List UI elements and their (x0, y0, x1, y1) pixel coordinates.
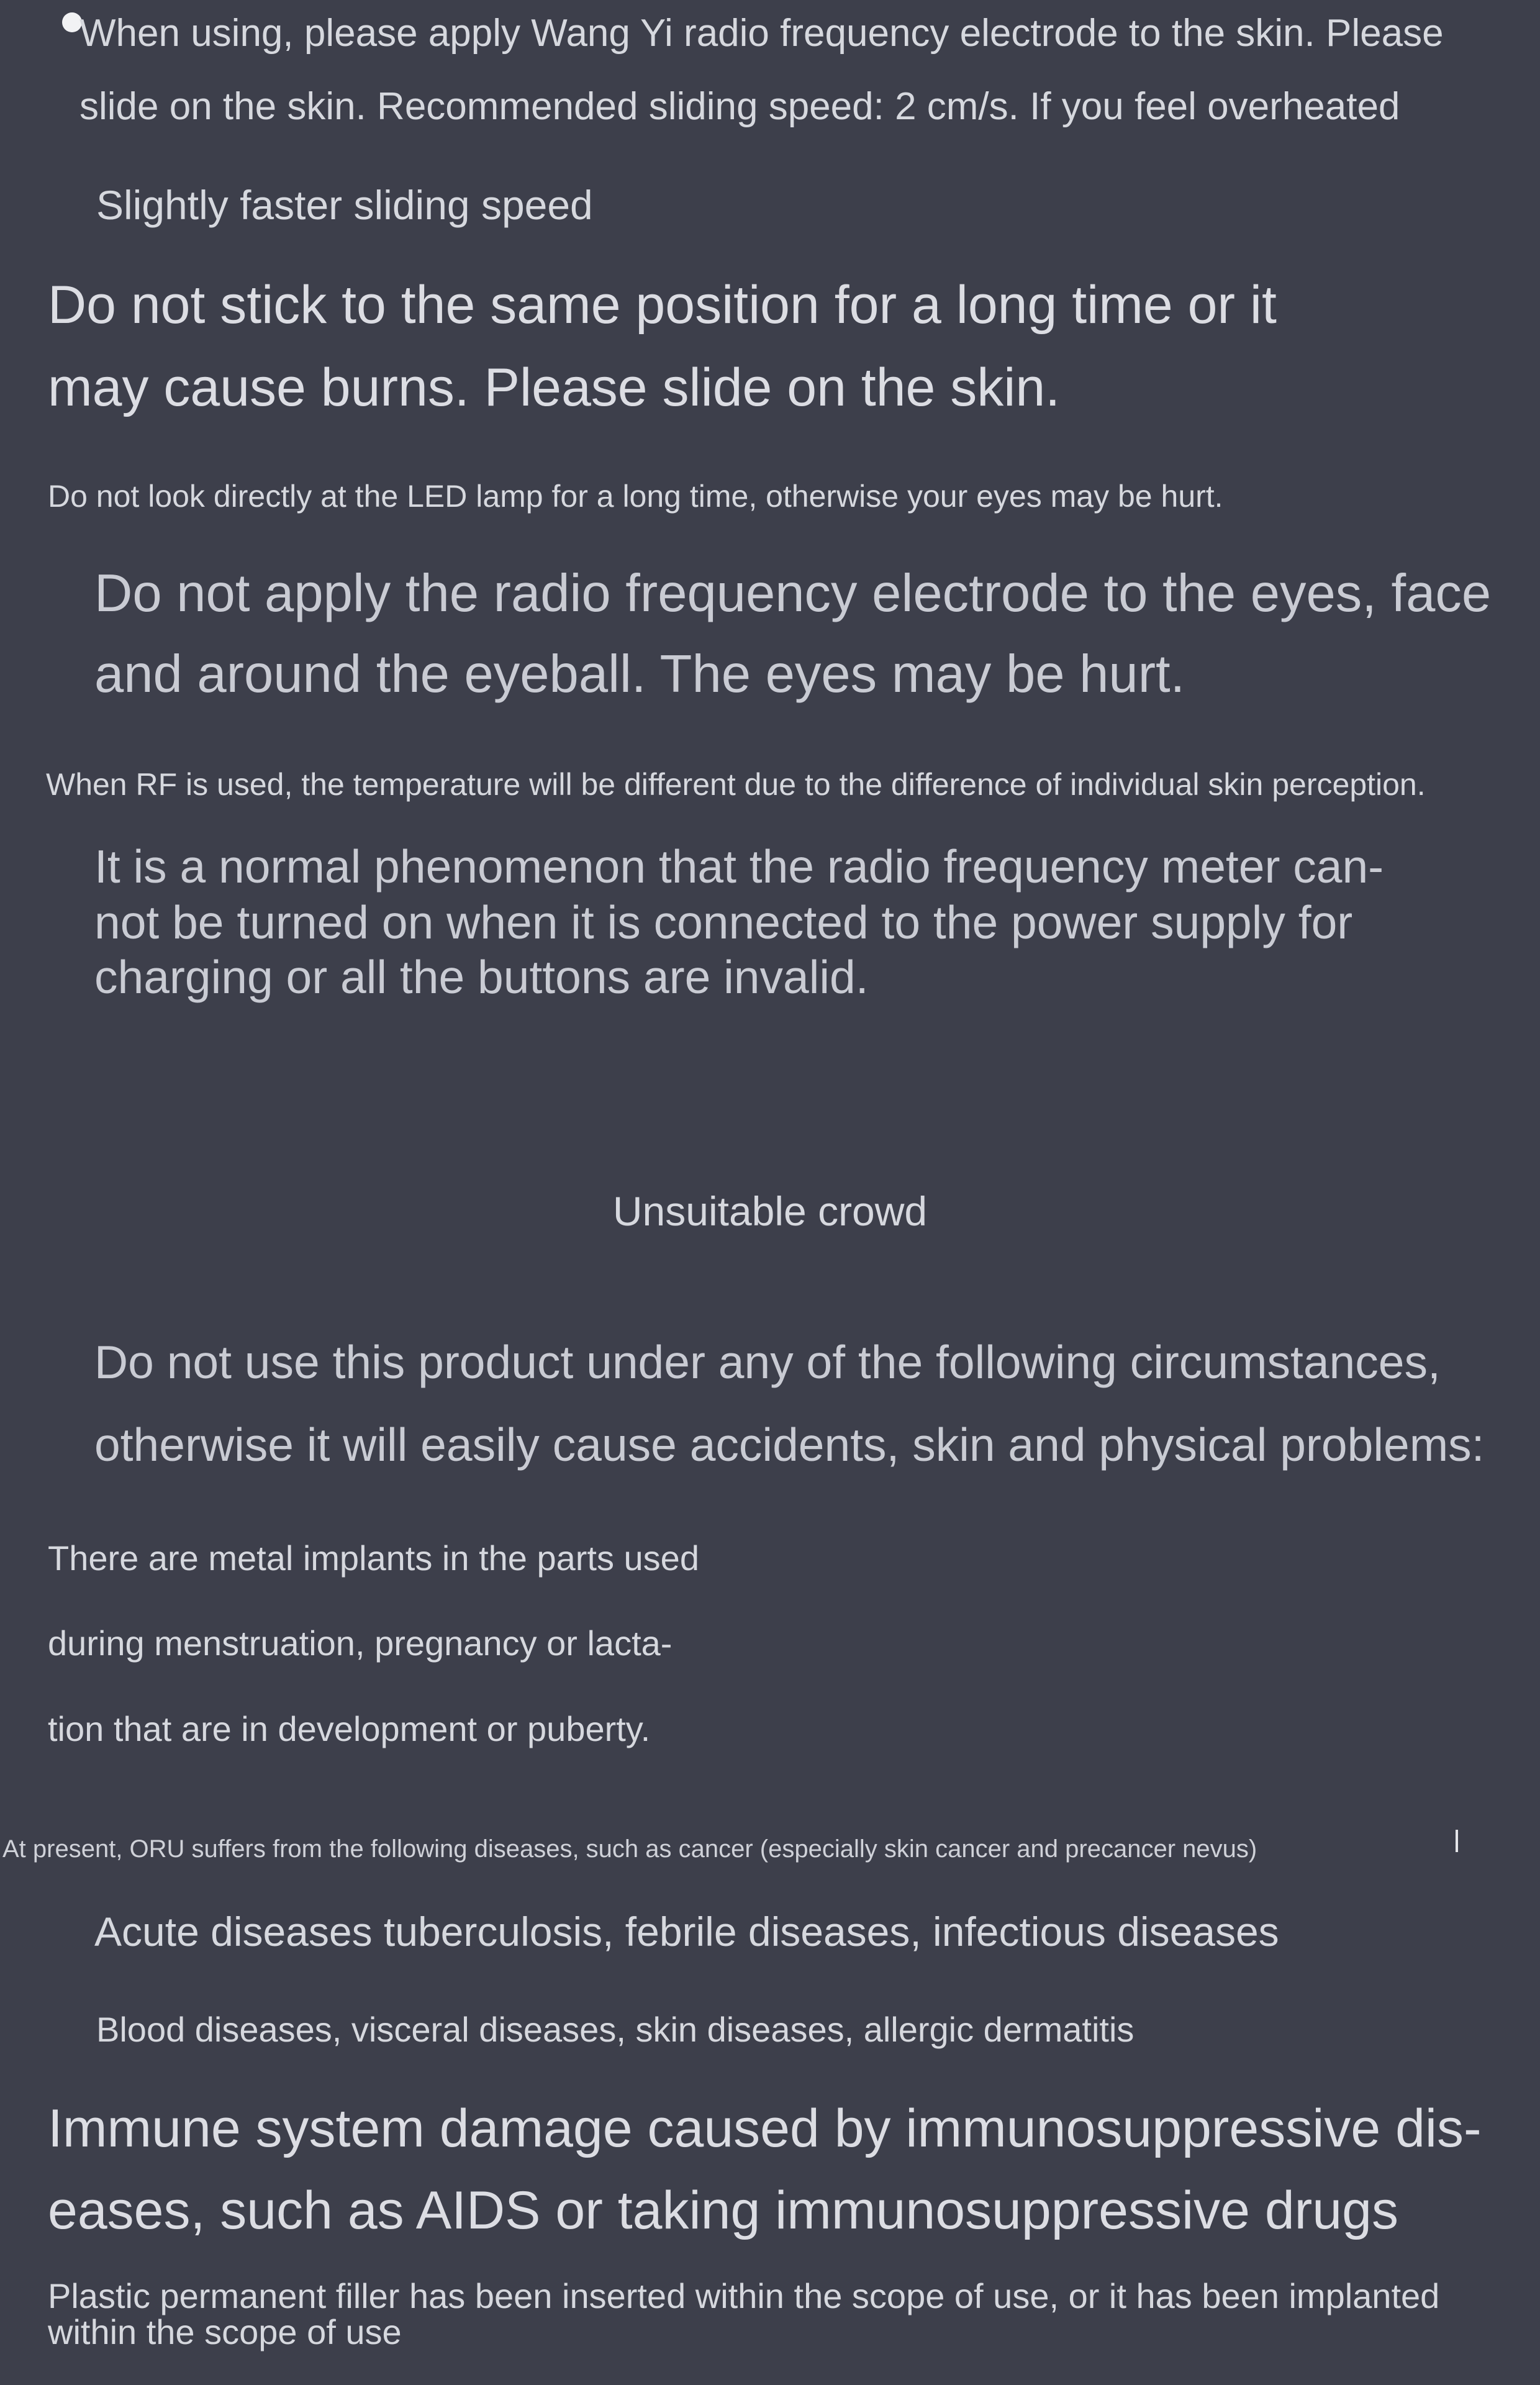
condition-filler-line-1: Plastic permanent filler has been inserted within the scope of use, or it has been implanted (48, 2276, 1440, 2315)
instruction-line-1: When using, please apply Wang Yi radio frequency electrode to the skin. Please (79, 12, 1444, 55)
rf-temperature-line: When RF is used, the temperature will be different due to the difference of individual skin perception. (46, 767, 1426, 802)
warning-led-line: Do not look directly at the LED lamp for a long time, otherwise your eyes may be hurt. (48, 479, 1223, 514)
normal-phenomenon-line-2: not be turned on when it is connected to the power supply for (94, 896, 1353, 948)
condition-immune-line-1: Immune system damage caused by immunosuppressive dis- (48, 2099, 1482, 2158)
warning-burns-line-1: Do not stick to the same position for a long time or it (48, 275, 1277, 335)
text-cursor-bar (1456, 1830, 1458, 1852)
warning-eyes-line-2: and around the eyeball. The eyes may be hurt. (94, 645, 1185, 704)
condition-metal-implants: There are metal implants in the parts used (48, 1538, 699, 1578)
condition-immune-line-2: eases, such as AIDS or taking immunosuppressive drugs (48, 2181, 1398, 2240)
condition-diseases-cancer: At present, ORU suffers from the following diseases, such as cancer (especially skin cancer and precancer nevus) (2, 1835, 1257, 1863)
warning-eyes-line-1: Do not apply the radio frequency electrode to the eyes, face (94, 564, 1492, 623)
circumstances-intro-line-1: Do not use this product under any of the following circumstances, (94, 1336, 1441, 1388)
instruction-line-3: Slightly faster sliding speed (96, 182, 593, 228)
condition-menstruation-line-1: during menstruation, pregnancy or lacta- (48, 1624, 673, 1663)
circumstances-intro-line-2: otherwise it will easily cause accidents, skin and physical problems: (94, 1419, 1485, 1471)
condition-menstruation-line-2: tion that are in development or puberty. (48, 1709, 651, 1748)
normal-phenomenon-line-1: It is a normal phenomenon that the radio frequency meter can- (94, 840, 1384, 893)
condition-filler-line-2: within the scope of use (48, 2312, 402, 2351)
condition-acute-diseases: Acute diseases tuberculosis, febrile diseases, infectious diseases (94, 1909, 1279, 1955)
instruction-line-2: slide on the skin. Recommended sliding speed: 2 cm/s. If you feel overheated (79, 85, 1400, 128)
condition-blood-diseases: Blood diseases, visceral diseases, skin diseases, allergic dermatitis (96, 2010, 1135, 2049)
normal-phenomenon-line-3: charging or all the buttons are invalid. (94, 951, 869, 1003)
warning-burns-line-2: may cause burns. Please slide on the skin. (48, 358, 1061, 417)
section-heading-unsuitable-crowd: Unsuitable crowd (612, 1188, 928, 1234)
